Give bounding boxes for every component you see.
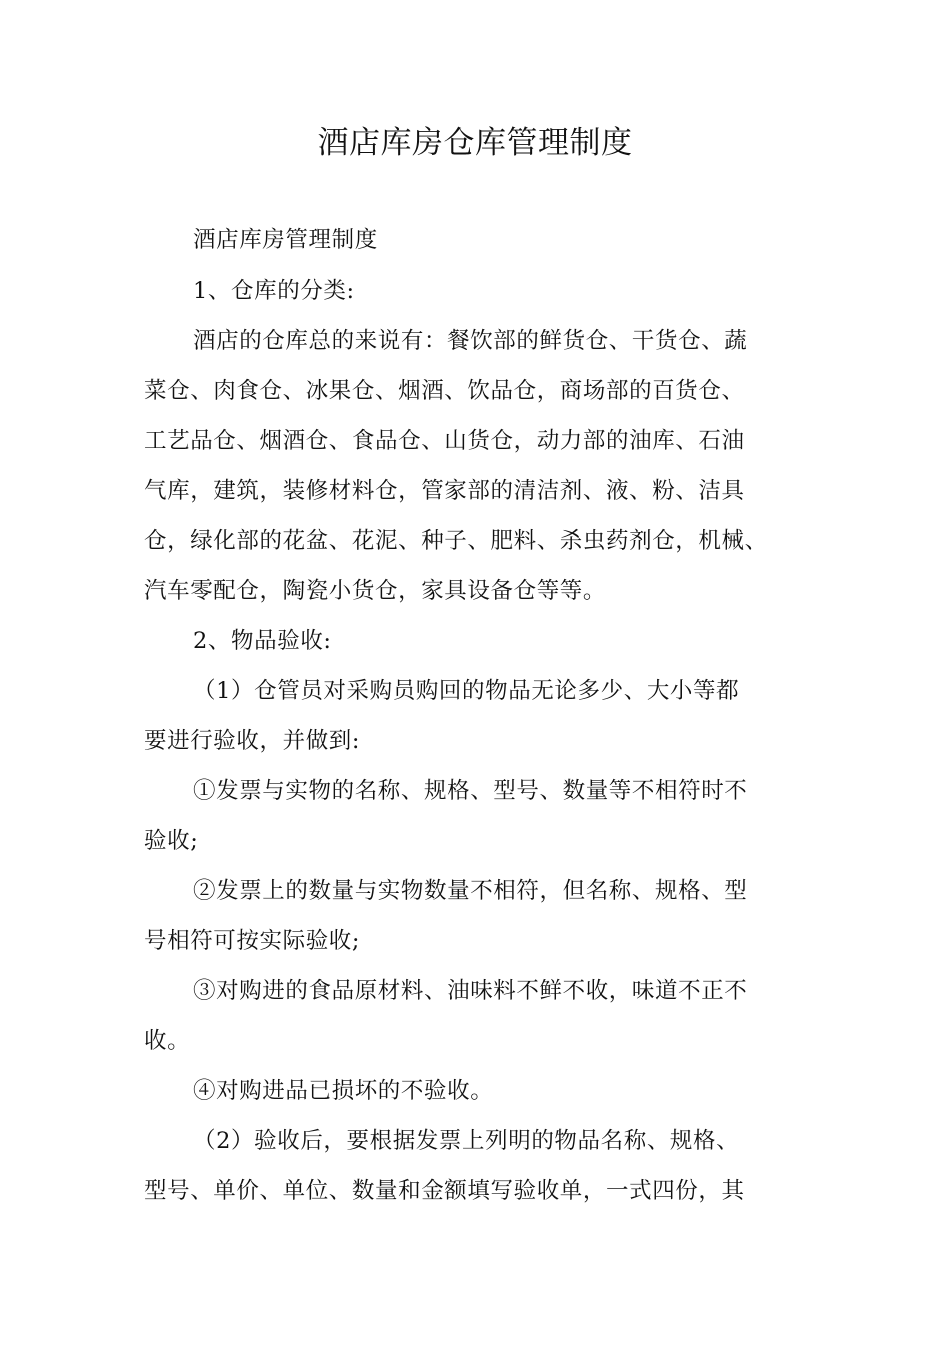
paragraph-line: 仓，绿化部的花盆、花泥、种子、肥料、杀虫药剂仓，机械、 [144,528,768,554]
list-item-line: 收。 [144,1028,191,1054]
list-item-line: ③对购进的食品原材料、油味料不鲜不收，味道不正不 [193,978,748,1004]
paragraph-line: 型号、单价、单位、数量和金额填写验收单，一式四份，其 [144,1178,745,1204]
section-heading-warehouse-types: 1、仓库的分类: [193,278,355,304]
paragraph-line: 气库，建筑，装修材料仓，管家部的清洁剂、液、粉、洁具 [144,478,745,504]
paragraph-line: （1）仓管员对采购员购回的物品无论多少、大小等都 [193,678,740,704]
section-heading-goods-acceptance: 2、物品验收: [193,628,332,654]
paragraph-line-subtitle: 酒店库房管理制度 [193,227,378,253]
paragraph-line: （2）验收后，要根据发票上列明的物品名称、规格、 [193,1128,740,1154]
list-item-line: ①发票与实物的名称、规格、型号、数量等不相符时不 [193,778,748,804]
list-item-line: ④对购进品已损坏的不验收。 [193,1078,494,1104]
list-item-line: ②发票上的数量与实物数量不相符，但名称、规格、型 [193,878,748,904]
paragraph-line: 要进行验收，并做到: [144,728,361,754]
list-item-line: 验收; [144,828,199,854]
list-item-line: 号相符可按实际验收; [144,928,361,954]
document-title: 酒店库房仓库管理制度 [317,125,633,161]
paragraph-line: 酒店的仓库总的来说有：餐饮部的鲜货仓、干货仓、蔬 [193,328,748,354]
paragraph-line: 菜仓、肉食仓、冰果仓、烟酒、饮品仓，商场部的百货仓、 [144,378,745,404]
paragraph-line: 工艺品仓、烟酒仓、食品仓、山货仓，动力部的油库、石油 [144,428,745,454]
paragraph-line: 汽车零配仓，陶瓷小货仓，家具设备仓等等。 [144,578,607,604]
